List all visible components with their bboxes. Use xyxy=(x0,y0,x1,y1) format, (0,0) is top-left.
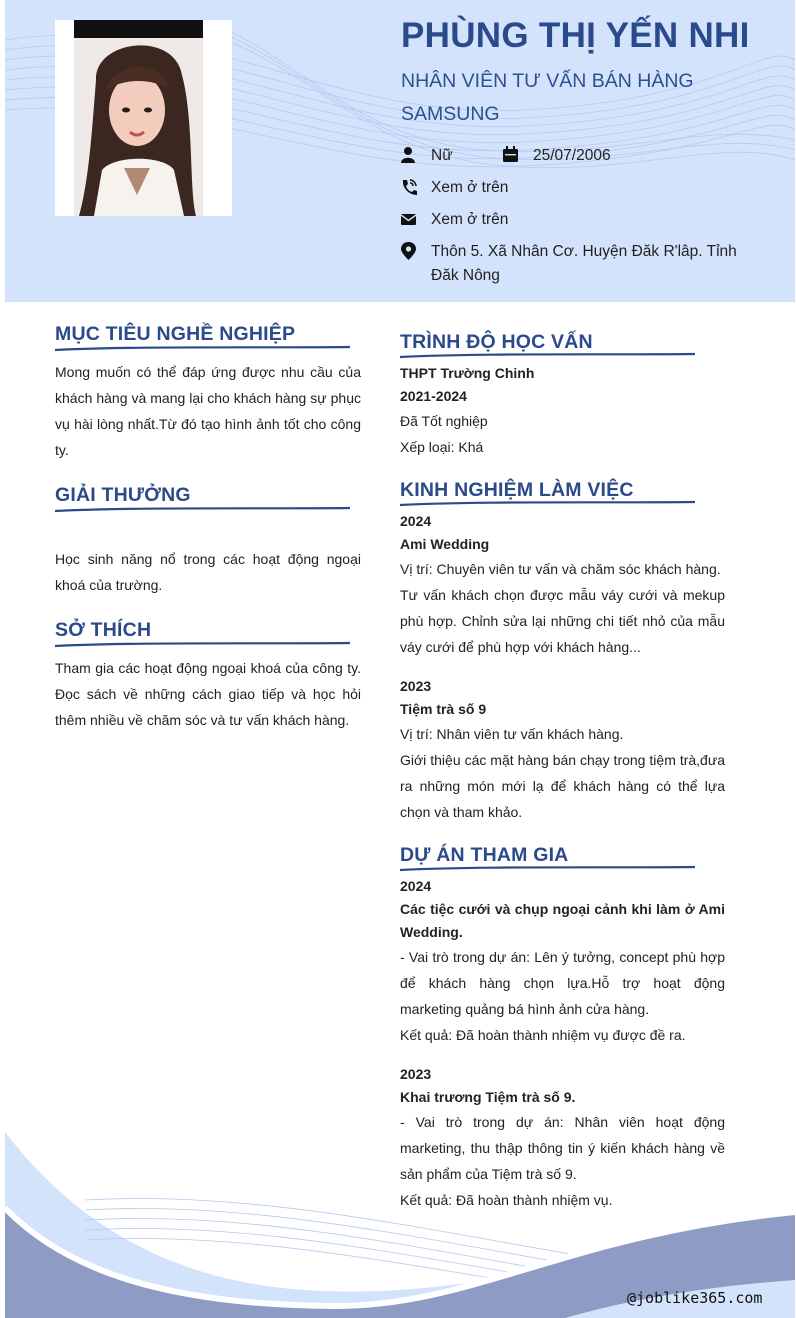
project-2-result: Kết quả: Đã hoàn thành nhiệm vụ. xyxy=(400,1192,613,1208)
experience-2-year: 2023 xyxy=(400,678,432,694)
experience-underline xyxy=(400,498,695,508)
calendar-icon xyxy=(503,146,519,164)
hobbies-text: Tham gia các hoạt động ngoại khoá của công ty. Đọc sách về những cách giao tiếp và học hỏi thêm nhiều về chăm sóc và tư vấn khách hàng. xyxy=(55,660,361,728)
profile-photo-frame xyxy=(55,20,232,216)
hobbies-title: SỞ THÍCH xyxy=(55,619,152,641)
education-title: TRÌNH ĐỘ HỌC VẤN xyxy=(400,331,593,353)
hobbies-underline xyxy=(55,639,350,649)
project-1-role: - Vai trò trong dự án: Lên ý tưởng, concept phù hợp để khách hàng chọn lựa.Hỗ trợ hoạt động marketing quảng bá hình ảnh cửa hàng. xyxy=(400,949,725,1017)
birthday-value: 25/07/2006 xyxy=(533,147,611,164)
job-title: NHÂN VIÊN TƯ VẤN BÁN HÀNG SAMSUNG xyxy=(401,70,694,125)
project-1-result: Kết quả: Đã hoàn thành nhiệm vụ được đề ra. xyxy=(400,1027,686,1043)
experience-1-desc: Tư vấn khách chọn được mẫu váy cưới và mekup phù hợp. Chỉnh sửa lại những chi tiết nhỏ của mẫu váy cưới để phù hợp với khách hàng... xyxy=(400,587,725,655)
education-period: 2021-2024 xyxy=(400,388,467,404)
envelope-icon xyxy=(401,210,417,228)
projects-underline xyxy=(400,863,695,873)
awards-underline xyxy=(55,504,350,514)
experience-2-company: Tiệm trà số 9 xyxy=(400,701,487,717)
awards-title: GIẢI THƯỞNG xyxy=(55,484,191,506)
education-underline xyxy=(400,350,695,360)
watermark-text: @joblike365.com xyxy=(627,1289,763,1307)
objective-title: MỤC TIÊU NGHỀ NGHIỆP xyxy=(55,323,296,345)
project-1-year: 2024 xyxy=(400,878,432,894)
header xyxy=(5,0,795,302)
address-value: Thôn 5. Xã Nhân Cơ. Huyện Đăk R'lâp. Tỉnh Đăk Nông xyxy=(431,243,737,284)
experience-2-desc: Giới thiệu các mặt hàng bán chạy trong tiệm trà,đưa ra những món mới lạ để khách hàng có thể lựa chọn và tham khảo. xyxy=(400,752,725,820)
cv-page xyxy=(5,0,795,1318)
experience-2-position: Vị trí: Nhân viên tư vấn khách hàng. xyxy=(400,726,624,742)
project-1-name: Các tiệc cưới và chụp ngoại cảnh khi làm ở Ami Wedding. xyxy=(400,901,725,940)
projects-title: DỰ ÁN THAM GIA xyxy=(400,844,569,866)
education-status: Đã Tốt nghiệp xyxy=(400,413,488,429)
project-2-role: - Vai trò trong dự án: Nhân viên hoạt động marketing, thu thập thông tin ý kiến khách hàng về sản phẩm của Tiệm trà số 9. xyxy=(400,1114,725,1182)
experience-1-year: 2024 xyxy=(400,513,432,529)
objective-underline xyxy=(55,343,350,353)
objective-text: Mong muốn có thể đáp ứng được nhu cầu của khách hàng và mang lại cho khách hàng sự phục vụ hài lòng nhất.Từ đó tạo hình ảnh tốt cho công ty. xyxy=(55,364,361,458)
profile-photo xyxy=(74,20,203,216)
phone-value[interactable]: Xem ở trên xyxy=(431,179,509,196)
experience-1-position: Vị trí: Chuyên viên tư vấn và chăm sóc khách hàng. xyxy=(400,561,721,577)
phone-icon xyxy=(401,178,417,196)
map-pin-icon xyxy=(401,242,417,260)
awards-text: Học sinh năng nổ trong các hoạt động ngoại khoá của trường. xyxy=(55,551,361,593)
project-2-name: Khai trương Tiệm trà số 9. xyxy=(400,1089,576,1105)
gender-value: Nữ xyxy=(431,147,453,164)
email-value[interactable]: Xem ở trên xyxy=(431,211,509,228)
candidate-name: PHÙNG THỊ YẾN NHI xyxy=(401,16,750,55)
user-icon xyxy=(401,146,417,164)
portrait-image xyxy=(74,20,203,216)
education-school: THPT Trường Chinh xyxy=(400,365,535,381)
experience-title: KINH NGHIỆM LÀM VIỆC xyxy=(400,479,634,501)
education-rank: Xếp loại: Khá xyxy=(400,439,484,455)
project-2-year: 2023 xyxy=(400,1066,432,1082)
experience-1-company: Ami Wedding xyxy=(400,536,490,552)
